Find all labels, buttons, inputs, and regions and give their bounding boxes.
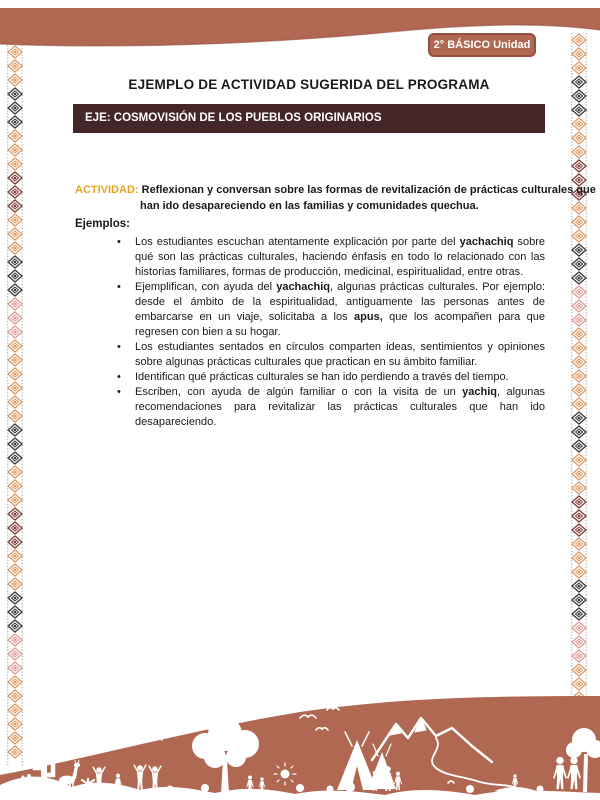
list-item: • Los estudiantes sentados en círculos comparten ideas, sentimientos y opiniones sobre algunas prácticas culturales que practican en su ámbito familiar. (117, 341, 545, 368)
footer-landscape-illustration (0, 688, 600, 800)
bullet-icon: • (117, 371, 121, 383)
activity-label: ACTIVIDAD: (75, 184, 139, 196)
bullet-icon: • (117, 281, 121, 293)
page-title: EJEMPLO DE ACTIVIDAD SUGERIDA DEL PROGRAMA (128, 77, 490, 92)
activity-paragraph (75, 182, 600, 214)
eje-header-bar: EJE: COSMOVISIÓN DE LOS PUEBLOS ORIGINARIOS (73, 104, 545, 133)
list-item: • Los estudiantes escuchan atentamente explicación por parte del yachachiq sobre qué son las prácticas culturales, haciendo énfasis en todo lo relacionado con las historias familiares, formas de producción, medicinal, espiritualidad, entre otras. (117, 236, 545, 278)
unit-badge: 2° BÁSICO Unidad 3 (428, 33, 536, 57)
left-textile-border-pattern (7, 45, 23, 766)
right-textile-border-pattern (571, 33, 587, 706)
list-item: • Ejemplifican, con ayuda del yachachiq, algunas prácticas culturales. Por ejemplo: desde el ámbito de la espiritualidad, antiguamente las personas antes de embarcarse en un viaje, solicitaba a los apus, que los acompañen para que regresen con bien a su hogar. (117, 281, 546, 338)
bullet-icon: • (117, 236, 121, 248)
example-list (113, 235, 545, 430)
bullet-icon: • (117, 386, 121, 398)
list-item: • Escriben, con ayuda de algún familiar o con la visita de un yachiq, algunas recomendaciones para revitalizar las prácticas culturales que han ido desapareciendo. (117, 386, 545, 428)
activity-text: Reflexionan y conversan sobre las formas de revitalización de prácticas culturales que han ido desapareciendo en las familias y comunidades quechua. (140, 184, 596, 212)
list-item: • Identifican qué prácticas culturales se han ido perdiendo a través del tiempo. (117, 371, 509, 383)
bullet-icon: • (117, 341, 121, 353)
sun-icon (274, 763, 296, 785)
examples-heading: Ejemplos: (75, 218, 130, 230)
